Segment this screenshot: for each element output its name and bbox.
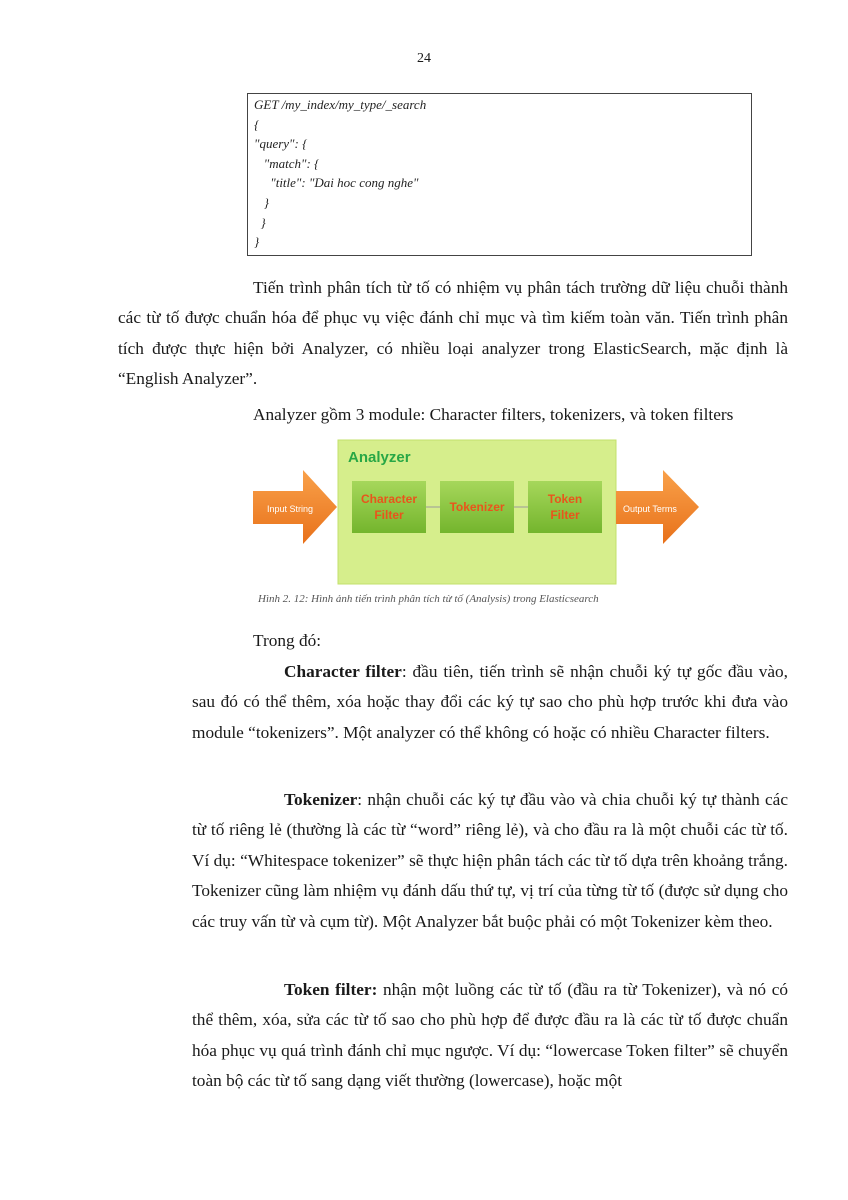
description-token-filter: nhận một luồng các từ tố (đầu ra từ Tokenizer), và nó có thể thêm, xóa, sửa các từ tố sao cho phù hợp để được đầu ra là các từ tố được chuẩn hóa phục vụ quá trình đánh chỉ mục ngược. Ví dụ: “lowercase Token filter” sẽ chuyển toàn bộ các từ tố sang dạng viết thường (lowercase), hoặc một — [192, 980, 789, 1091]
description-character-filter: đầu tiên, tiến trình sẽ nhận chuỗi ký tự gốc đầu vào, sau đó có thể thêm, xóa hoặc thay đổi các ký tự sao cho phù hợp trước khi đưa vào module “tokenizers”. Một analyzer có thể không có hoặc có nhiều Character filters. — [192, 662, 788, 742]
module-token-filter-line1: Token — [547, 492, 583, 506]
module-character-filter-line2: Filter — [374, 508, 404, 522]
term-separator: : — [357, 790, 368, 809]
code-block: GET /my_index/my_type/_search { "query": { "match": { "title": "Dai hoc cong nghe" } } } — [247, 93, 752, 256]
intro-text: Trong đó: — [253, 631, 322, 650]
paragraph-analyzer-modules: Analyzer gồm 3 module: Character filters, tokenizers, và token filters — [253, 405, 734, 424]
module-token-filter-line2: Filter — [550, 508, 580, 522]
module-tokenizer-label: Tokenizer — [449, 500, 505, 514]
term-character-filter: Character filter — [284, 662, 402, 681]
paragraph-analysis-intro: Tiến trình phân tích từ tố có nhiệm vụ phân tách trường dữ liệu chuỗi thành các từ tố được chuẩn hóa để phục vụ việc đánh chỉ mục và tìm kiếm toàn văn. Tiến trình phân tích được thực hiện bởi Analyzer, có nhiều loại analyzer trong ElasticSearch, mặc định là “English Analyzer”. — [118, 278, 788, 389]
item-character-filter — [192, 657, 788, 748]
module-token-filter — [528, 481, 602, 533]
item-tokenizer — [192, 785, 788, 937]
term-tokenizer: Tokenizer — [284, 790, 358, 809]
analyzer-title: Analyzer — [348, 449, 411, 466]
module-character-filter-line1: Character — [360, 492, 418, 506]
output-label: Output Terms — [623, 504, 677, 514]
term-separator: : — [401, 662, 413, 681]
analyzer-diagram — [253, 438, 703, 586]
item-token-filter — [192, 975, 788, 1097]
term-token-filter: Token filter: — [284, 980, 378, 999]
description-tokenizer: nhận chuỗi các ký tự đầu vào và chia chuỗi ký tự thành các từ tố riêng lẻ (thường là các từ “word” riêng lẻ), và cho đầu ra là một chuỗi các từ tố. Ví dụ: “Whitespace tokenizer” sẽ thực hiện phân tách các từ tố dựa trên khoảng trắng. Tokenizer cũng làm nhiệm vụ đánh dấu thứ tự, vị trí của từng từ tố (được sử dụng cho các truy vấn từ và cụm từ). Một Analyzer bắt buộc phải có một Tokenizer kèm theo. — [192, 790, 788, 931]
figure-caption: Hình 2. 12: Hình ảnh tiến trình phân tích từ tố (Analysis) trong Elasticsearch — [258, 593, 599, 605]
page-number: 24 — [417, 51, 431, 66]
module-character-filter — [352, 481, 426, 533]
input-label: Input String — [267, 504, 314, 514]
